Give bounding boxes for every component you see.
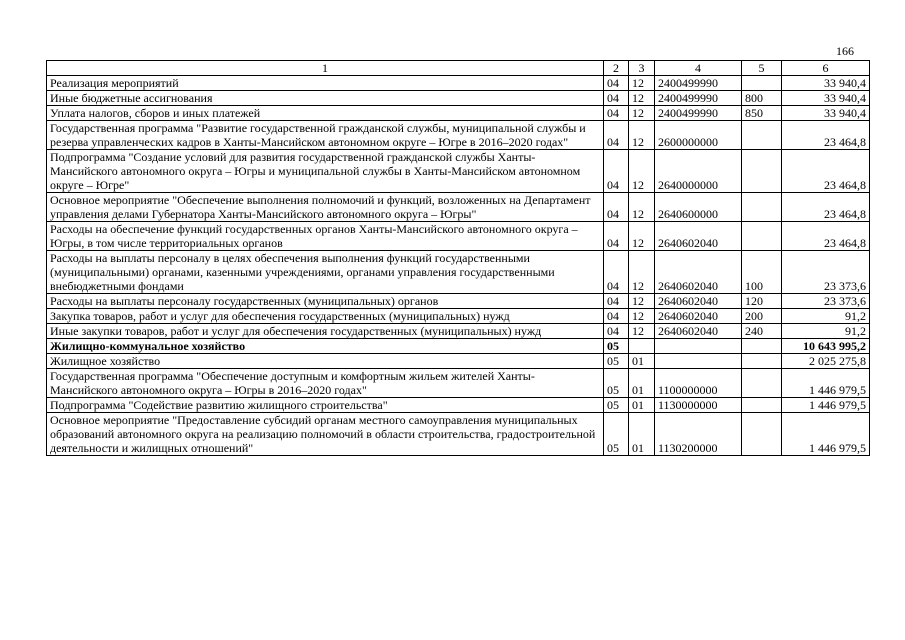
row-name: Расходы на обеспечение функций государственных органов Ханты-Мансийского автономного округа – Югры, в том числе территориальных органов — [47, 222, 604, 251]
row-section: 05 — [604, 369, 629, 398]
row-section: 04 — [604, 222, 629, 251]
row-section: 04 — [604, 309, 629, 324]
table-row — [47, 251, 870, 294]
row-target-article: 1130200000 — [655, 413, 742, 456]
row-target-article: 2640602040 — [655, 309, 742, 324]
table-row — [47, 91, 870, 106]
row-amount: 1 446 979,5 — [782, 398, 870, 413]
row-expense-type — [742, 398, 782, 413]
row-name: Жилищное хозяйство — [47, 354, 604, 369]
row-amount: 2 025 275,8 — [782, 354, 870, 369]
row-section: 04 — [604, 251, 629, 294]
row-target-article: 2600000000 — [655, 121, 742, 150]
row-amount: 10 643 995,2 — [782, 339, 870, 354]
column-header: 5 — [742, 61, 782, 76]
row-expense-type — [742, 150, 782, 193]
row-target-article: 2400499990 — [655, 76, 742, 91]
row-amount: 23 464,8 — [782, 150, 870, 193]
row-amount: 23 464,8 — [782, 121, 870, 150]
row-section: 04 — [604, 91, 629, 106]
row-name: Реализация мероприятий — [47, 76, 604, 91]
page-number: 166 — [836, 44, 854, 58]
row-amount: 23 373,6 — [782, 294, 870, 309]
row-section: 05 — [604, 398, 629, 413]
table-row — [47, 413, 870, 456]
row-target-article: 2400499990 — [655, 91, 742, 106]
row-amount: 1 446 979,5 — [782, 413, 870, 456]
row-subsection: 01 — [629, 413, 655, 456]
row-amount: 91,2 — [782, 324, 870, 339]
row-section: 05 — [604, 339, 629, 354]
row-target-article — [655, 354, 742, 369]
row-expense-type — [742, 413, 782, 456]
table-row — [47, 324, 870, 339]
row-section: 05 — [604, 354, 629, 369]
column-header: 3 — [629, 61, 655, 76]
row-section: 04 — [604, 76, 629, 91]
row-amount: 33 940,4 — [782, 76, 870, 91]
row-subsection — [629, 339, 655, 354]
row-expense-type: 240 — [742, 324, 782, 339]
row-expense-type — [742, 193, 782, 222]
row-subsection: 12 — [629, 294, 655, 309]
row-name: Расходы на выплаты персоналу государственных (муниципальных) органов — [47, 294, 604, 309]
row-name: Расходы на выплаты персоналу в целях обеспечения выполнения функций государственными (муниципальными) органами, казенными учреждениями, органами управления государственными внебюджетными фондами — [47, 251, 604, 294]
row-amount: 23 464,8 — [782, 193, 870, 222]
row-expense-type: 850 — [742, 106, 782, 121]
table-row — [47, 106, 870, 121]
row-subsection: 12 — [629, 121, 655, 150]
row-subsection: 12 — [629, 150, 655, 193]
row-subsection: 12 — [629, 91, 655, 106]
table-row — [47, 369, 870, 398]
row-amount: 33 940,4 — [782, 91, 870, 106]
row-expense-type: 800 — [742, 91, 782, 106]
row-name: Основное мероприятие "Обеспечение выполнения полномочий и функций, возложенных на Департамент управления делами Губернатора Ханты-Мансийского автономного округа – Югры" — [47, 193, 604, 222]
row-name: Иные закупки товаров, работ и услуг для обеспечения государственных (муниципальных) нужд — [47, 324, 604, 339]
row-name: Основное мероприятие "Предоставление субсидий органам местного самоуправления муниципальных образований автономного округа на реализацию полномочий в области строительства, градостроительной деятельности и жилищных отношений" — [47, 413, 604, 456]
table-row — [47, 150, 870, 193]
row-expense-type — [742, 339, 782, 354]
row-name: Государственная программа "Развитие государственной гражданской службы, муниципальной службы и резерва управленческих кадров в Ханты-Мансийском автономном округе – Югре в 2016–2020 годах" — [47, 121, 604, 150]
table-row — [47, 354, 870, 369]
row-expense-type — [742, 354, 782, 369]
row-section: 04 — [604, 193, 629, 222]
row-amount: 33 940,4 — [782, 106, 870, 121]
row-expense-type: 100 — [742, 251, 782, 294]
table-header-row — [47, 61, 870, 76]
table-row — [47, 398, 870, 413]
row-name: Подпрограмма "Создание условий для развития государственной гражданской службы Ханты-Мансийского автономного округа – Югры и муниципальной службы в Ханты-Мансийском автономном округе – Югре" — [47, 150, 604, 193]
row-target-article: 2640602040 — [655, 324, 742, 339]
row-amount: 1 446 979,5 — [782, 369, 870, 398]
row-expense-type — [742, 222, 782, 251]
row-name: Подпрограмма "Содействие развитию жилищного строительства" — [47, 398, 604, 413]
table-row — [47, 193, 870, 222]
row-target-article: 1130000000 — [655, 398, 742, 413]
row-subsection: 01 — [629, 354, 655, 369]
table-row — [47, 339, 870, 354]
column-header: 6 — [782, 61, 870, 76]
row-target-article: 2640602040 — [655, 222, 742, 251]
row-target-article — [655, 339, 742, 354]
row-expense-type — [742, 121, 782, 150]
row-expense-type — [742, 369, 782, 398]
row-target-article: 1100000000 — [655, 369, 742, 398]
row-subsection: 12 — [629, 324, 655, 339]
budget-table — [46, 60, 870, 456]
row-subsection: 12 — [629, 106, 655, 121]
row-name: Иные бюджетные ассигнования — [47, 91, 604, 106]
row-name: Государственная программа "Обеспечение доступным и комфортным жильем жителей Ханты-Мансийского автономного округа – Югры в 2016–2020 годах" — [47, 369, 604, 398]
row-section: 05 — [604, 413, 629, 456]
row-subsection: 12 — [629, 309, 655, 324]
row-expense-type — [742, 76, 782, 91]
row-expense-type: 120 — [742, 294, 782, 309]
table-row — [47, 294, 870, 309]
row-subsection: 12 — [629, 251, 655, 294]
row-section: 04 — [604, 121, 629, 150]
row-name: Жилищно-коммунальное хозяйство — [47, 339, 604, 354]
row-section: 04 — [604, 324, 629, 339]
table-row — [47, 76, 870, 91]
row-section: 04 — [604, 294, 629, 309]
column-header: 1 — [47, 61, 604, 76]
row-target-article: 2640602040 — [655, 251, 742, 294]
row-target-article: 2400499990 — [655, 106, 742, 121]
row-section: 04 — [604, 150, 629, 193]
row-subsection: 12 — [629, 193, 655, 222]
row-subsection: 12 — [629, 76, 655, 91]
row-target-article: 2640600000 — [655, 193, 742, 222]
row-target-article: 2640000000 — [655, 150, 742, 193]
row-subsection: 12 — [629, 222, 655, 251]
row-amount: 91,2 — [782, 309, 870, 324]
row-subsection: 01 — [629, 369, 655, 398]
table-row — [47, 309, 870, 324]
row-amount: 23 373,6 — [782, 251, 870, 294]
column-header: 2 — [604, 61, 629, 76]
column-header: 4 — [655, 61, 742, 76]
row-subsection: 01 — [629, 398, 655, 413]
row-target-article: 2640602040 — [655, 294, 742, 309]
row-section: 04 — [604, 106, 629, 121]
row-expense-type: 200 — [742, 309, 782, 324]
table-row — [47, 121, 870, 150]
table-row — [47, 222, 870, 251]
row-amount: 23 464,8 — [782, 222, 870, 251]
row-name: Закупка товаров, работ и услуг для обеспечения государственных (муниципальных) нужд — [47, 309, 604, 324]
row-name: Уплата налогов, сборов и иных платежей — [47, 106, 604, 121]
